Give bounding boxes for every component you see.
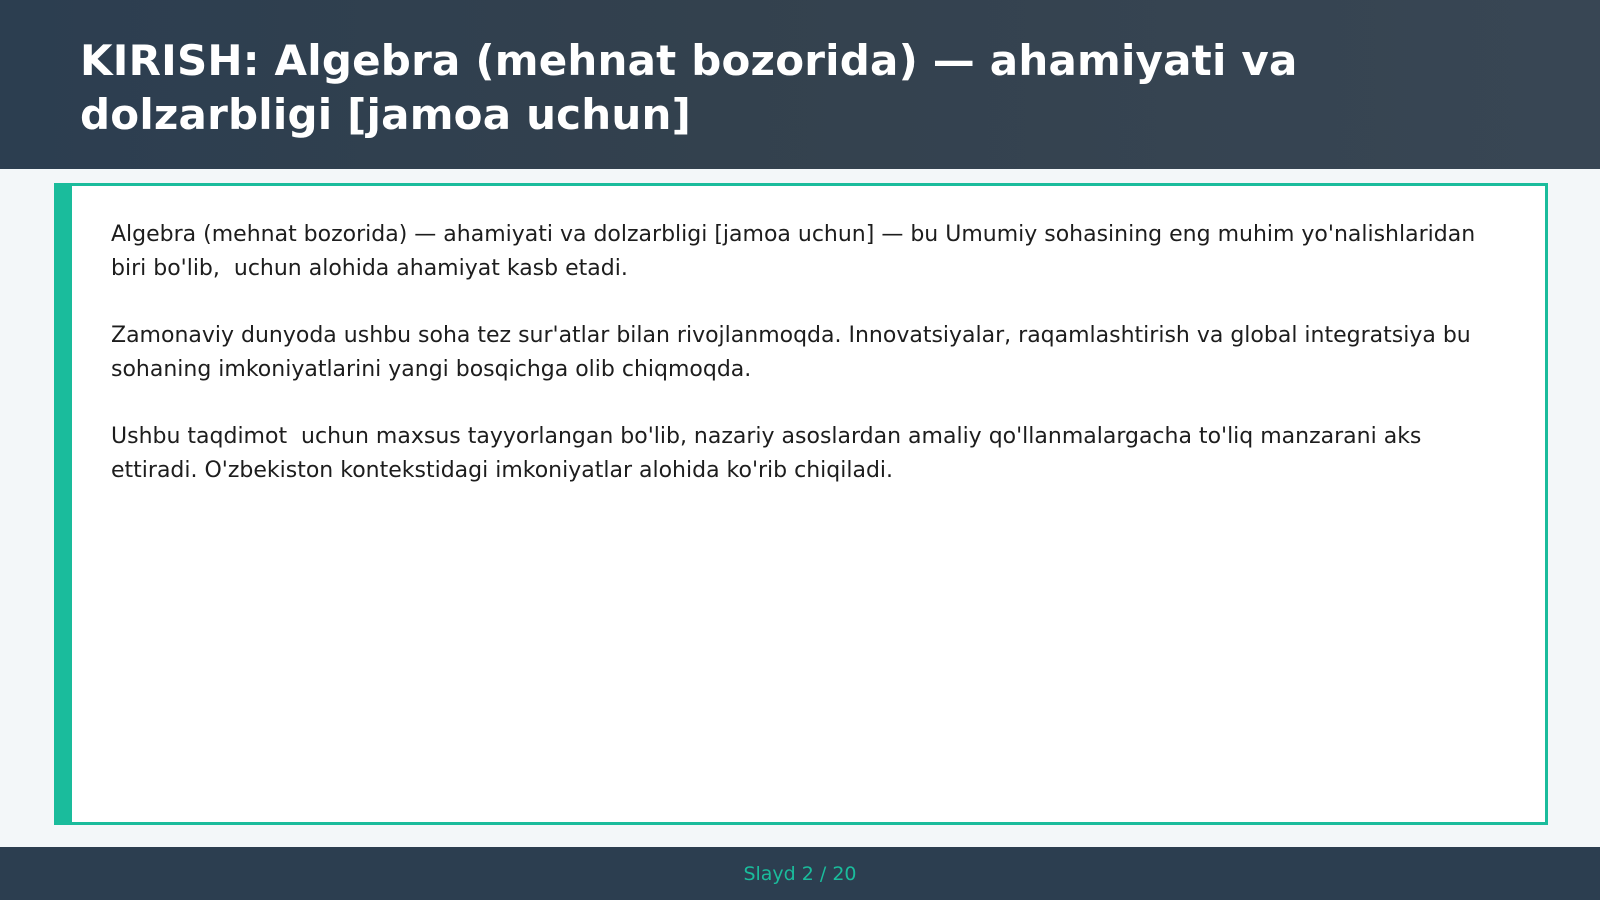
modern-world-paragraph: Zamonaviy dunyoda ushbu soha tez sur'atlar bilan rivojlanmoqda. Innovatsiyalar, raqamlashtirish va global integratsiya bu sohaning imkoniyatlarini yangi bosqichga olib chiqmoqda. [111,323,1478,382]
presentation-purpose-paragraph: Ushbu taqdimot uchun maxsus tayyorlangan bo'lib, nazariy asoslardan amaliy qo'llanmalargacha to'liq manzarani aks ettiradi. O'zbekiston kontekstidagi imkoniyatlar alohida ko'rib chiqiladi. [111,424,1429,483]
slide-title: KIRISH: Algebra (mehnat bozorida) — ahamiyati va dolzarbligi [jamoa uchun] [80,36,1298,139]
slide-footer [0,847,1600,900]
intro-paragraph: Algebra (mehnat bozorida) — ahamiyati va dolzarbligi [jamoa uchun] — bu Umumiy sohasining eng muhim yo'nalishlaridan biri bo'lib, uchun alohida ahamiyat kasb etadi. [111,222,1483,281]
content-panel [54,183,1548,825]
slide-counter: Slayd 2 / 20 [743,862,857,885]
slide-header [0,0,1600,169]
